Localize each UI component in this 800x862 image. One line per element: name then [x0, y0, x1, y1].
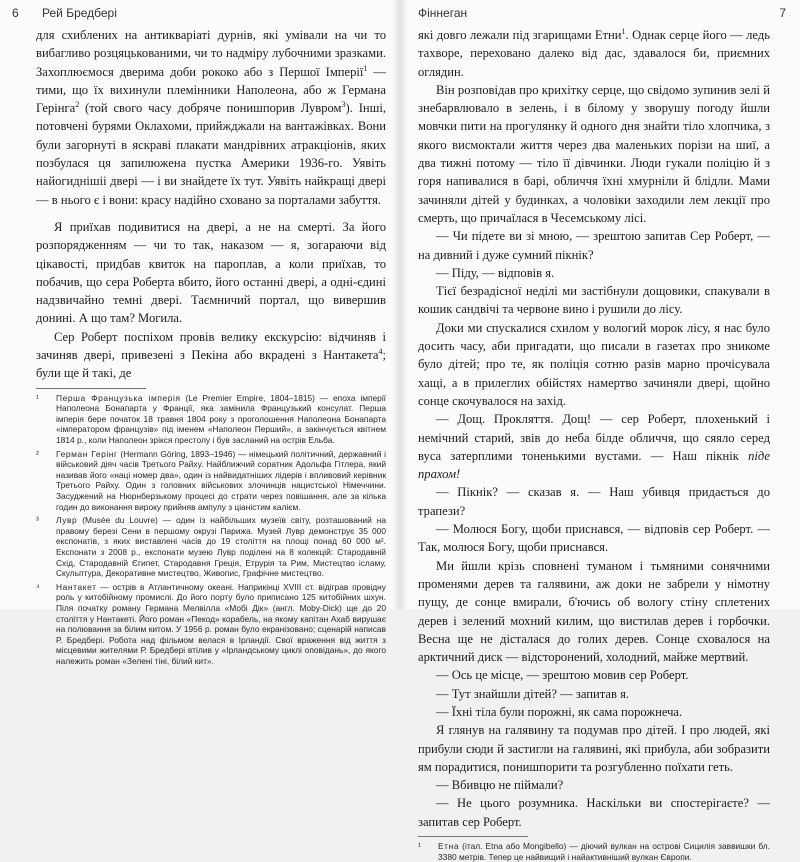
- right-running-head: Фіннеган: [418, 6, 468, 20]
- paragraph: — Тут знайшли дітей? — запитав я.: [436, 686, 630, 701]
- paragraph: — Ось це місце, — зрештою мовив сер Роберт.: [436, 668, 689, 683]
- paragraph: Доки ми спускалися схилом у вологий морок лісу, я нас було досить часу, аби пригадати, що писали в газетах про зникоме було дітей; про те, як поліція сотню разів марно прочісувала хащі, а в прилеглих обійстях намертво зачиняли двері, щойно сонце скочувалося на захід.: [418, 320, 770, 408]
- footnote: ² Герман Герінг (Hermann Göring, 1893–1946) — німецький політичний, державний і військовий діяч часів Третього Райху. Найближчий соратник Адольфа Гітлера, який називав його «наці номер два», один із найвидатніших лідерів і впливовий керівник Третього Райху. Один з головних військових злочинців нацистської Німеччини. Засуджений на Нюрнберзькому процесі до страти через повішання, але за кілька годин до виконання вироку прийняв ампулу з ціаністим калієм.: [36, 448, 386, 512]
- left-running-head: Рей Бредбері: [42, 6, 117, 20]
- paragraph: — Пікнік? — сказав я. — Наш убивця придається до трапези?: [418, 485, 770, 518]
- left-page: [0, 0, 400, 666]
- footnote: ⁴ Нантакет — острів в Атлантичному океані. Наприкінці XVIII ст. відіграв провідну роль у китобійному промислі. До його порту було приписано 125 китобійних шхун. Піля початку роману Германа Мелвілла «Мобі Дік» (англ. Moby-Dick) ще до 20 століття у Нантакеті. Його роман «Пекод» корабель, на якому капітан Ахаб вирушає на полювання за білим китом. У 1956 р. роман було екранізовано; сценарій написав Р. Бредбері. Робота над фільмом велася в Ірландії. Свої враження від життя з місцевими жителями Р. Бредбері втілив у «Ірландському циклі оповідань», до якого належить роман «Зелені тіні, білий кит».: [36, 581, 386, 666]
- footnote-divider: [36, 388, 146, 389]
- paragraph: — Дощ. Прокляття. Дощ! — сер Роберт, плохенький і немічний старий, звів до неба білде обличчя, що сяяло серед вуса затерплими тоненькими вустами. — Наш пікнік піде прахом!: [418, 412, 770, 482]
- right-page: [400, 0, 800, 862]
- paragraph: Тієї безрадісної неділі ми застібнули дощовики, спакували в кошик сандвічі та червоне вино і рушили до лісу.: [418, 284, 770, 317]
- paragraph: Сер Роберт поспіхом провів велику екскурсію: відчиняв і зачиняв двері, привезені з Пекіна або вкрадені з Нантакета$^4$; були ще й такі, де: [36, 329, 386, 381]
- paragraph: — Молюся Богу, щоби приснався, — відповів сер Роберт. — Так, молюся Богу, щоби приснався.: [418, 522, 770, 555]
- footnote: ¹ Етна (італ. Etna або Mongibello) — діючий вулкан на острові Сицилія заввишки бл. 3380 метрів. Тепер це найвищий і найактивніший вулкан Європи.: [418, 841, 770, 862]
- book-gutter: [392, 0, 408, 609]
- paragraph: Я приїхав подивитися на двері, а не на смерті. За його розпорядженням — чи то так, наказом — я, зогараючи від цікавості, придбав квиток на пароплав, а коли приїхав, то побачив, що сера Роберта вбито, його останні двері, а одні-єдині надзвичайно темні двері. Таємничий портал, що вивершив донині. А що там? Могила.: [36, 219, 386, 326]
- right-footnotes: [418, 841, 770, 862]
- footnote: ³ Лувр (Musée du Louvre) — один із найбільших музеїв світу, розташований на правому березі Сени в першому окрузі Парижа. Музей Лувр демонструє 35 000 експонатів, з яких виставлені часів до 19 століття на площі понад 60 000 м². Експонати з 2008 р., експонати музею Лувр поділені на 8 колекцій: Стародавній Схід, Стародавній Єгипет, Стародавня Греція, Етрурія та Рим, Мистецтво ісламу, Скульптура, Декоративне мистецтво, Живопис, Графічне мистецтво.: [36, 515, 386, 579]
- right-page-number: 7: [779, 6, 786, 20]
- paragraph: Ми йшли крізь сповнені туманом і тьмяними сонячними променями дерев та галявини, аж доки не забрели у німотну пущу, де сонце вмирали, б'ючись об вологу стіну сплетених дерев і зелений мохний килим, що вистилав дерев і горбочки. Весна ще не дісталася до голих дерев. Сонце сховалося на арктичний диск — відсторонений, холодний, майже мертвий.: [418, 558, 770, 665]
- paragraph: — Їхні тіла були порожні, як сама порожнеча.: [436, 704, 683, 719]
- footnote: ¹ Перша Французька імперія (Le Premier Empire, 1804–1815) — епоха імперії Наполеона Бонапарта у Франції, яка замінила Французький консулат. Перша імперія бере початок 18 травня 1804 року з проголошення Наполеона Бонапарта «імператором французів» під іменем «Наполеон Перший», а закінчується квітнем 1814 р., коли Наполеон зрікся престолу і був засланий на острів Ельба.: [36, 392, 387, 446]
- paragraph: Він розповідав про крихітку серце, що свідомо зупинив зелі й знебарвлювало в зелень, і в білому у зворушу погоду йшли мовчки пити на прогулянку й одного дня знайти тіло хлопчика, з якого висмоктали життя через два маленьких порізи на шиї, а два тижні потому — тіло її дівчинки. Люди гукали поліцію й з горя напивалися в барі, обличчя їхні хмурніли й блідли. Мами зачиняли дітей у будинках, а чоловіки заходили лем лекції про смерть, що причаїлася в Чесемському лісі.: [418, 82, 770, 225]
- left-footnotes: [36, 393, 386, 667]
- paragraph: — Не цього розумника. Наскільки ви спостерігаєте? — запитав сер Роберт.: [418, 796, 770, 829]
- paragraph: — Вбивцю не піймали?: [436, 778, 564, 793]
- paragraph: — Чи підете ви зі мною, — зрештою запитав Сер Роберт, — на дивний і дуже сумний пікнік?: [418, 229, 770, 262]
- left-page-number: 6: [12, 6, 19, 20]
- paragraph: для схиблених на антикваріаті дурнів, які умівали на чи то вибагливо розцяцькованими, чи то надміру лубочними зразками. Захоплюємося дверима доби рококо або з Першої Імперії$^1$ — тими, що їх вихинули племінники Наполеона, або ж Германа Герінга$^2$ (той свого часу добряче понишпорив Лувром$^3$). Інші, потовчені бурями Оклахоми, прийжджали на вантажівках. Вони були загорнуті в яскраві плакати мандрівних атракціонів, яких позбулася ця запилюжена пустка Америки 1936-го. Уявіть найогиднішіі двері — і ви знайдете їх тут. Уявіть найкращі двері — в нього є і вони: красу надійно сховано за порталами забуття.: [36, 28, 386, 207]
- paragraph: — Піду, — відповів я.: [436, 265, 555, 280]
- left-body-text: [36, 26, 386, 383]
- paragraph: Я глянув на галявину та подумав про дітей. І про людей, які прибули сюди й застигли на галявині, які прибула, аби зобразити ям порадитися, понишпорити та розгубленно поїхати геть.: [418, 723, 770, 774]
- paragraph: які довго лежали під згарищами Етни$^1$. Однак серце його — ледь тахворе, переховано далеко від дас, здавалося би, приємних оглядин.: [418, 26, 770, 79]
- footnote-divider: [418, 836, 528, 837]
- right-body-text: [418, 26, 770, 831]
